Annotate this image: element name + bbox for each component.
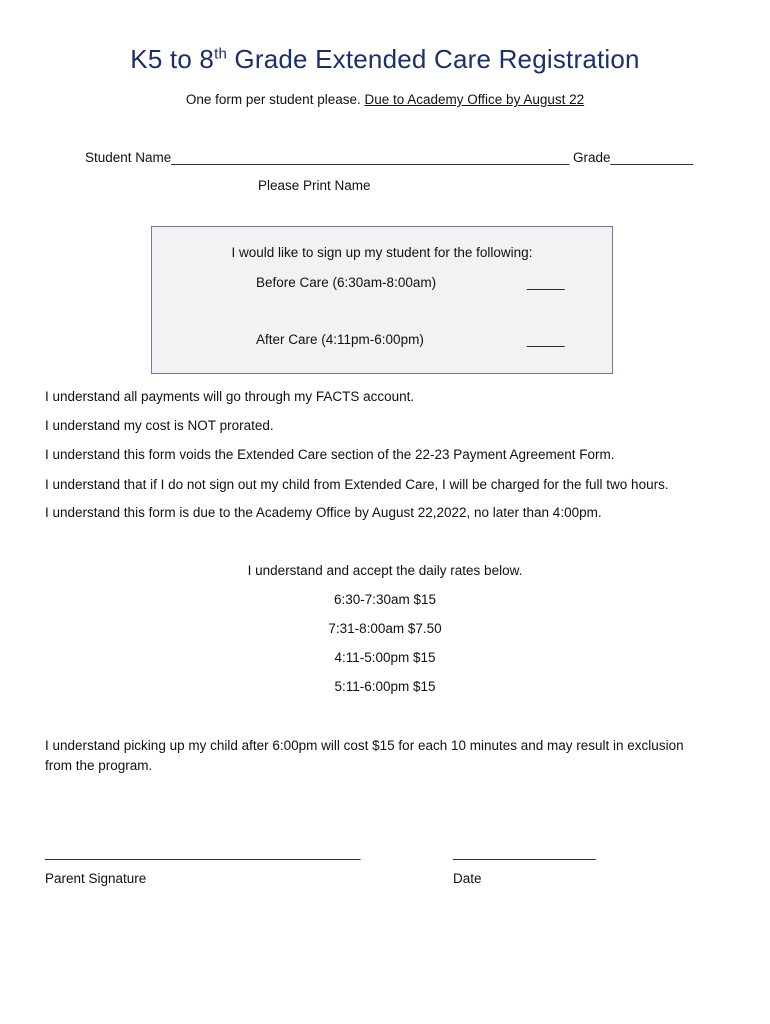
due-date-note: Due to Academy Office by August 22	[364, 92, 585, 107]
title-suffix: Grade Extended Care Registration	[227, 44, 640, 74]
statement-not-prorated: I understand my cost is NOT prorated.	[45, 418, 274, 433]
statement-due-date: I understand this form is due to the Academy Office by August 22,2022, no later than 4:00pm.	[45, 505, 602, 520]
rate-item: 6:30-7:30am $15	[333, 592, 437, 607]
date-line[interactable]: ___________________	[453, 845, 596, 860]
title-superscript: th	[214, 45, 227, 63]
statement-sign-out: I understand that if I do not sign out my child from Extended Care, I will be charged for the full two hours.	[45, 477, 669, 492]
form-title	[0, 44, 770, 75]
print-name-note: Please Print Name	[258, 178, 371, 193]
care-signup-box	[151, 226, 613, 374]
statement-payments: I understand all payments will go through my FACTS account.	[45, 389, 415, 404]
rate-item: 4:11-5:00pm $15	[334, 650, 436, 665]
title-prefix: K5 to 8	[130, 44, 215, 74]
form-subtitle	[0, 92, 770, 107]
statement-voids-section: I understand this form voids the Extended Care section of the 22-23 Payment Agreement Form.	[45, 447, 615, 462]
student-name-grade-field[interactable]: Student Name_____________________________________________________ Grade___________	[85, 150, 694, 165]
before-care-blank[interactable]: _____	[527, 275, 565, 290]
parent-signature-line[interactable]: __________________________________________	[45, 845, 361, 860]
subtitle-text: One form per student please.	[185, 92, 365, 107]
late-pickup-notice: I understand picking up my child after 6:00pm will cost $15 for each 10 minutes and may result in exclusion from the program.	[45, 738, 684, 773]
date-label: Date	[453, 871, 482, 886]
before-care-label: Before Care (6:30am-8:00am)	[256, 275, 437, 290]
after-care-blank[interactable]: _____	[527, 332, 565, 347]
rate-item: 5:11-6:00pm $15	[334, 679, 436, 694]
rates-title: I understand and accept the daily rates below.	[247, 563, 523, 578]
signup-intro: I would like to sign up my student for the following:	[231, 245, 533, 260]
parent-signature-label: Parent Signature	[45, 871, 147, 886]
rate-item: 7:31-8:00am $7.50	[328, 621, 442, 636]
after-care-label: After Care (4:11pm-6:00pm)	[256, 332, 424, 347]
